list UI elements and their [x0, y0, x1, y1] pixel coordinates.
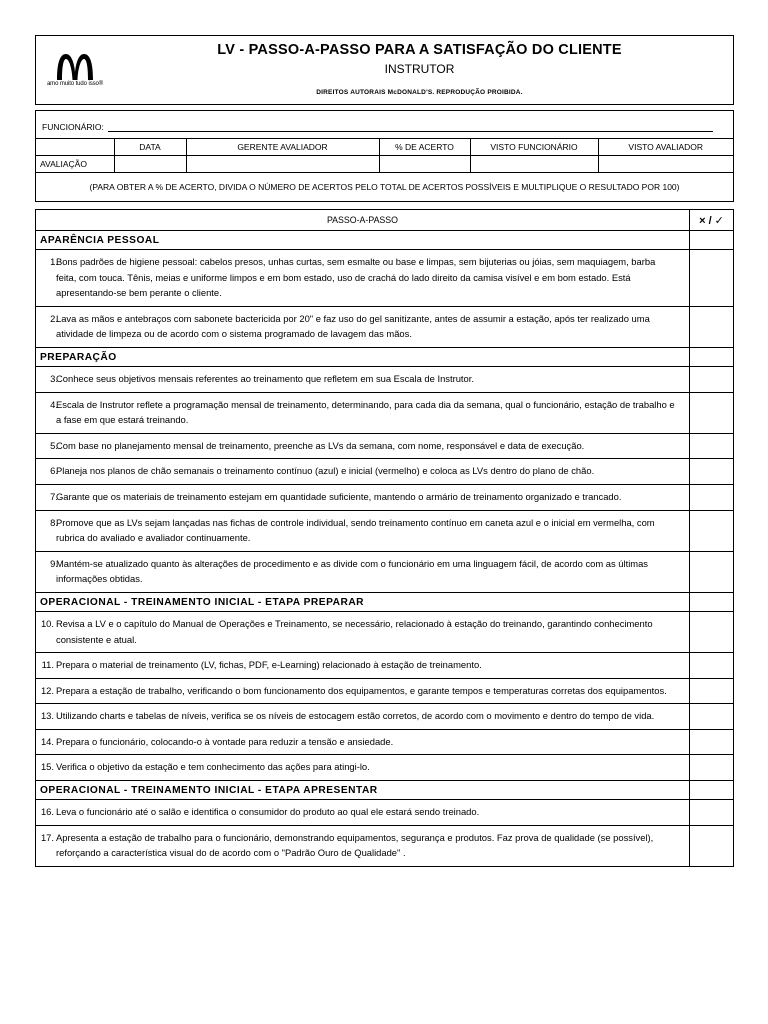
checklist-item [36, 800, 734, 826]
page-subtitle: INSTRUTOR [384, 62, 455, 76]
checklist-header: PASSO-A-PASSO [36, 210, 690, 231]
checklist-item [36, 250, 734, 307]
item-number: 3. [50, 372, 58, 384]
item-number: 6. [50, 465, 58, 477]
checklist-item-text-cell [36, 366, 690, 392]
item-number: 9. [50, 557, 58, 569]
evaluation-header-cell [36, 139, 114, 156]
evaluation-row [36, 156, 733, 173]
item-number: 12. [40, 684, 54, 696]
item-text: Lava as mãos e antebraços com sabonete bactericida por 20" e faz uso do gel sanitizante, antes de assumir a estação, após ter realizado uma atividade de limpeza ou de acordo com o sistema programado de lavagem das mãos. [56, 312, 650, 340]
checklist-item-text-cell [36, 729, 690, 755]
checklist-item-text-cell [36, 704, 690, 730]
checklist-header-row [36, 210, 734, 231]
item-check-box[interactable] [690, 306, 734, 347]
checklist-item-text-cell [36, 611, 690, 652]
checklist-item [36, 459, 734, 485]
item-number: 2. [50, 312, 58, 324]
item-check-box[interactable] [690, 366, 734, 392]
checklist-item-text-cell [36, 392, 690, 433]
section-row [36, 347, 734, 366]
item-check-box[interactable] [690, 825, 734, 866]
logo-tagline: amo muito tudo isso® [46, 81, 104, 87]
item-check-box[interactable] [690, 484, 734, 510]
item-check-box[interactable] [690, 510, 734, 551]
checklist-item-text-cell [36, 653, 690, 679]
item-check-box[interactable] [690, 459, 734, 485]
checklist-item-text-cell [36, 678, 690, 704]
item-number: 4. [50, 398, 58, 410]
checklist-item [36, 678, 734, 704]
checklist-item-text-cell [36, 800, 690, 826]
section-mark-cell [690, 347, 734, 366]
checklist-item [36, 653, 734, 679]
evaluation-header-row [36, 139, 733, 156]
employee-row [36, 111, 733, 138]
checklist-item [36, 484, 734, 510]
item-text: Revisa a LV e o capítulo do Manual de Operações e Treinamento, se necessário, relacionado à estação do treinando, garantindo conhecimento consistente e atual. [56, 617, 653, 645]
item-text: Verifica o objetivo da estação e tem conhecimento das ações para atingi-lo. [56, 761, 370, 773]
manager-field[interactable] [186, 156, 379, 173]
item-text: Planeja nos planos de chão semanais o treinamento contínuo (azul) e inicial (vermelho) e coloca as LVs dentro do plano de chão. [56, 465, 595, 477]
document-header [35, 35, 734, 105]
checklist-item-text-cell [36, 250, 690, 307]
employee-signature-header: VISTO FUNCIONÁRIO [470, 139, 598, 156]
item-check-box[interactable] [690, 653, 734, 679]
page-title: LV - PASSO-A-PASSO PARA A SATISFAÇÃO DO CLIENTE [217, 42, 622, 58]
item-number: 5. [50, 439, 58, 451]
section-mark-cell [690, 781, 734, 800]
evaluation-row-label: AVALIAÇÃO [36, 156, 114, 173]
checklist-item-text-cell [36, 755, 690, 781]
item-check-box[interactable] [690, 433, 734, 459]
checklist-table [35, 209, 734, 867]
employee-label: FUNCIONÁRIO: [42, 122, 104, 132]
checklist-item [36, 433, 734, 459]
item-check-box[interactable] [690, 800, 734, 826]
date-field[interactable] [114, 156, 186, 173]
item-text: Prepara a estação de trabalho, verificando o bom funcionamento dos equipamentos, e garante tempos e temperaturas corretas dos equipamentos. [56, 684, 667, 696]
item-text: Prepara o funcionário, colocando-o à vontade para reduzir a tensão e ansiedade. [56, 735, 394, 747]
item-check-box[interactable] [690, 611, 734, 652]
section-title: APARÊNCIA PESSOAL [36, 231, 690, 250]
checklist-item [36, 825, 734, 866]
item-text: Bons padrões de higiene pessoal: cabelos presos, unhas curtas, sem esmalte ou base e limpas, sem bijuterias ou jóias, sem maquiagem, barba feita, com touca. Tênis, meias e uniforme limpos e em bom estado, uso de crachá do lado direito da camisa visível e em bom estado. Está apresentando-se bem perante o cliente. [56, 256, 656, 299]
item-number: 14. [40, 735, 54, 747]
employee-name-field[interactable] [108, 131, 713, 132]
mark-column-header: × / ✓ [690, 210, 734, 231]
item-check-box[interactable] [690, 704, 734, 730]
checklist-item-text-cell [36, 484, 690, 510]
item-text: Com base no planejamento mensal de treinamento, preenche as LVs da semana, com nome, responsável e data de execução. [56, 439, 585, 451]
item-number: 16. [40, 806, 54, 818]
copyright-notice: DIREITOS AUTORAIS McDONALD'S. REPRODUÇÃO PROIBIDA. [316, 89, 523, 96]
checklist-item [36, 611, 734, 652]
section-row [36, 592, 734, 611]
item-text: Apresenta a estação de trabalho para o funcionário, demonstrando equipamentos, segurança e produtos. Faz prova de qualidade (se possível), reforçando a característica visual do de acordo com o "Padrão Ouro de Qualidade" . [56, 831, 654, 859]
item-number: 1. [50, 256, 58, 267]
manager-header: GERENTE AVALIADOR [186, 139, 379, 156]
checklist-item [36, 510, 734, 551]
checklist-item-text-cell [36, 433, 690, 459]
item-number: 15. [40, 761, 54, 773]
score-instructions: (PARA OBTER A % DE ACERTO, DIVIDA O NÚMERO DE ACERTOS PELO TOTAL DE ACERTOS POSSÍVEIS E MULTIPLIQUE O RESULTADO POR 100) [89, 182, 680, 192]
item-number: 8. [50, 516, 58, 528]
item-check-box[interactable] [690, 392, 734, 433]
section-title: OPERACIONAL - TREINAMENTO INICIAL - ETAPA APRESENTAR [36, 781, 690, 800]
score-field[interactable] [379, 156, 470, 173]
item-text: Mantém-se atualizado quanto às alterações de procedimento e as divide com o funcionário em uma linguagem fácil, de acordo com as últimas informações obtidas. [56, 557, 648, 585]
item-check-box[interactable] [690, 729, 734, 755]
employee-signature-field[interactable] [470, 156, 598, 173]
checklist-item [36, 755, 734, 781]
evaluator-signature-header: VISTO AVALIADOR [598, 139, 733, 156]
item-number: 13. [40, 710, 54, 722]
evaluation-info-box [35, 110, 734, 202]
item-text: Utilizando charts e tabelas de níveis, verifica se os níveis de estocagem estão corretos, de acordo com o movimento e dentro do tempo de vida. [56, 710, 655, 722]
score-header: % DE ACERTO [379, 139, 470, 156]
checklist-item [36, 729, 734, 755]
checklist-item [36, 551, 734, 592]
evaluator-signature-field[interactable] [598, 156, 733, 173]
section-row [36, 781, 734, 800]
item-check-box[interactable] [690, 755, 734, 781]
checklist-item [36, 366, 734, 392]
item-number: 11. [41, 659, 54, 671]
item-check-box[interactable] [690, 678, 734, 704]
item-text: Garante que os materiais de treinamento estejam em quantidade suficiente, mantendo o armário de treinamento organizado e trancado. [56, 490, 622, 502]
item-number: 10. [40, 617, 54, 629]
checklist-item [36, 392, 734, 433]
checklist-item-text-cell [36, 510, 690, 551]
section-row [36, 231, 734, 250]
date-header: DATA [114, 139, 186, 156]
item-number: 7. [50, 490, 58, 502]
checklist-item-text-cell [36, 459, 690, 485]
item-text: Conhece seus objetivos mensais referentes ao treinamento que refletem em sua Escala de Instrutor. [56, 372, 474, 384]
section-mark-cell [690, 231, 734, 250]
section-title: OPERACIONAL - TREINAMENTO INICIAL - ETAPA PREPARAR [36, 592, 690, 611]
checklist-item-text-cell [36, 306, 690, 347]
section-mark-cell [690, 592, 734, 611]
item-text: Escala de Instrutor reflete a programação mensal de treinamento, determinando, para cada dia da semana, qual o funcionário, estação de trabalho e a fase em que estará treinando. [56, 398, 675, 426]
checklist-item-text-cell [36, 551, 690, 592]
item-check-box[interactable] [690, 551, 734, 592]
item-check-box[interactable] [690, 250, 734, 307]
section-title: PREPARAÇÃO [36, 347, 690, 366]
item-text: Prepara o material de treinamento (LV, fichas, PDF, e-Learning) relacionado à estação de treinamento. [56, 659, 482, 671]
item-number: 17. [40, 831, 54, 843]
item-text: Leva o funcionário até o salão e identifica o consumidor do produto ao qual ele estará sendo treinado. [56, 806, 480, 818]
evaluation-table [36, 138, 733, 173]
item-text: Promove que as LVs sejam lançadas nas fichas de controle individual, sendo treinamento contínuo em caneta azul e o inicial em vermelha, com rubrica do avaliado e avaliador continuamente. [56, 516, 655, 544]
checklist-item-text-cell [36, 825, 690, 866]
checklist-item [36, 704, 734, 730]
checklist-item [36, 306, 734, 347]
